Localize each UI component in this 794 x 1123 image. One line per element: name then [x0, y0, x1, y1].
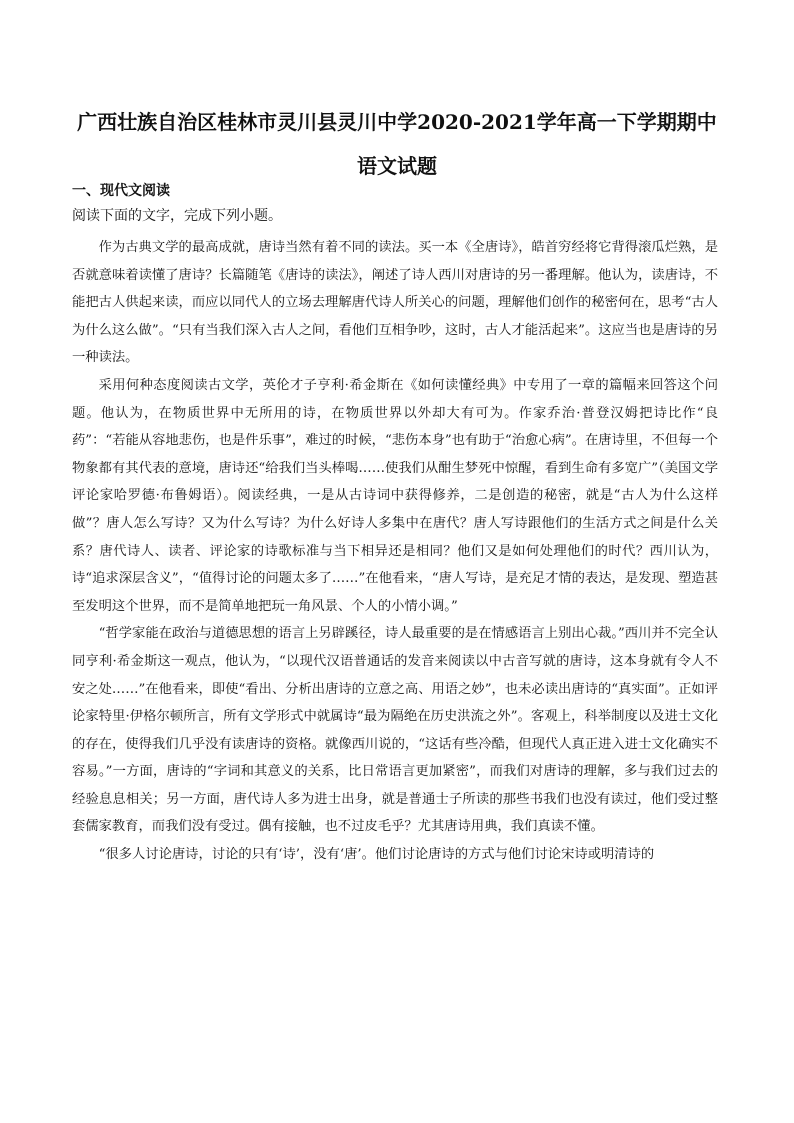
- passage-paragraph-1: 作为古典文学的最高成就，唐诗当然有着不同的读法。买一本《全唐诗》，皓首穷经将它背得滚瓜烂熟，是否就意味着读懂了唐诗？长篇随笔《唐诗的读法》，阐述了诗人西川对唐诗的另一番理解。他认为，读唐诗，不能把古人供起来读，而应以同代人的立场去理解唐代诗人所关心的问题，理解他们创作的秘密何在，思考“古人为什么这么做”。“只有当我们深入古人之间，看他们互相争吵，这时，古人才能活起来”。这应当也是唐诗的另一种读法。: [72, 240, 718, 366]
- reading-passage: [72, 234, 718, 869]
- section-heading: 一、现代文阅读: [72, 183, 170, 199]
- passage-paragraph-2: 采用何种态度阅读古文学，英伦才子亨利·希金斯在《如何读懂经典》中专用了一章的篇幅来回答这个问题。他认为，在物质世界中无所用的诗，在物质世界以外却大有可为。作家乔治·普登汉姆把诗比作“良药”：“若能从容地悲伤，也是件乐事”，难过的时候，“悲伤本身”也有助于“治愈心病”。在唐诗里，不但每一个物象都有其代表的意境，唐诗还“给我们当头棒喝……使我们从酣生梦死中惊醒，看到生命有多宽广”（美国文学评论家哈罗德·布鲁姆语）。阅读经典，一是从古诗词中获得修养，二是创造的秘密，就是“古人为什么这样做”？唐人怎么写诗？又为什么写诗？为什么好诗人多集中在唐代？唐人写诗跟他们的生活方式之间是什么关系？唐代诗人、读者、评论家的诗歌标准与当下相异还是相同？他们又是如何处理他们的时代？西川认为，诗“追求深层含义”，“值得讨论的问题太多了……”在他看来，“唐人写诗，是充足才情的表达，是发现、塑造甚至发明这个世界，而不是简单地把玩一角风景、个人的小情小调。”: [72, 377, 718, 614]
- passage-paragraph-4: “很多人讨论唐诗，讨论的只有‘诗’，没有‘唐’。他们讨论唐诗的方式与他们讨论宋诗或明清诗的: [98, 847, 655, 863]
- reading-instruction: 阅读下面的文字，完成下列小题。: [72, 208, 282, 224]
- document-title: 广西壮族自治区桂林市灵川县灵川中学2020-2021学年高一下学期期中语文试题: [77, 110, 717, 178]
- passage-paragraph-3: “哲学家能在政治与道德思想的语言上另辟蹊径，诗人最重要的是在情感语言上别出心裁。”西川并不完全认同亨利·希金斯这一观点，他认为，“以现代汉语普通话的发音来阅读以中古音写就的唐诗，这本身就有令人不安之处……”在他看来，即使“看出、分析出唐诗的立意之高、用语之妙”，也未必读出唐诗的“真实面”。正如评论家特里·伊格尔顿所言，所有文学形式中就属诗“最为隔绝在历史洪流之外”。客观上，科举制度以及进士文化的存在，使得我们几乎没有读唐诗的资格。就像西川说的，“这话有些冷酷，但现代人真正进入进士文化确实不容易。”一方面，唐诗的“字词和其意义的关系，比日常语言更加紧密”，而我们对唐诗的理解，多与我们过去的经验息息相关；另一方面，唐代诗人多为进士出身，就是普通士子所读的那些书我们也没有读过，他们受过整套儒家教育，而我们没有受过。偶有接触，也不过皮毛乎？尤其唐诗用典，我们真读不懂。: [72, 626, 718, 835]
